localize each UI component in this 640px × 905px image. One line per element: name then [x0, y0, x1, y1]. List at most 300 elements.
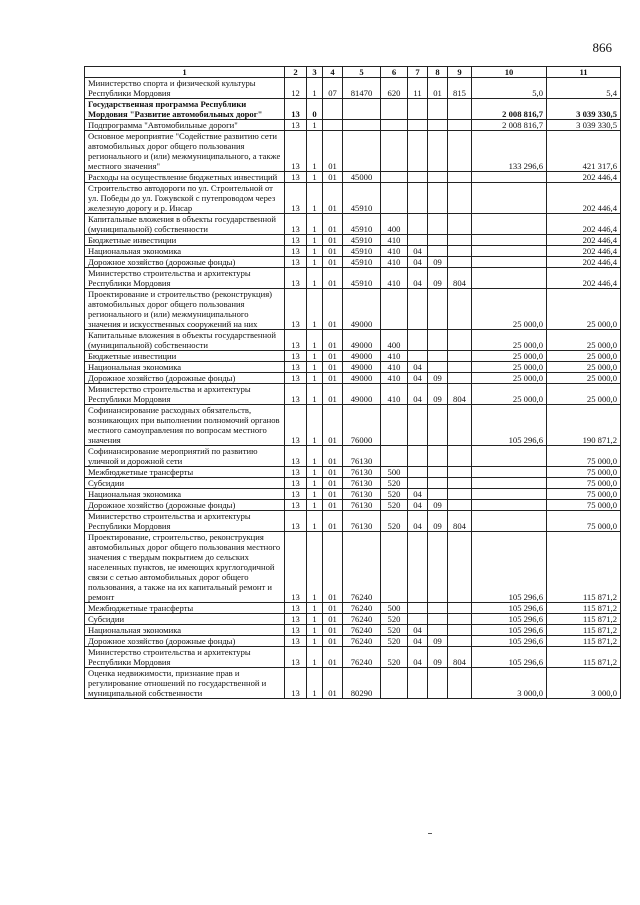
amount-col10: 105 296,6 [472, 603, 547, 614]
row-name: Национальная экономика [85, 362, 285, 373]
code-event: 01 [323, 268, 343, 289]
amount-col11: 115 871,2 [547, 614, 621, 625]
amount-col10 [472, 478, 547, 489]
code-program: 13 [285, 362, 307, 373]
code-expense-type [381, 183, 408, 214]
code-event: 01 [323, 647, 343, 668]
table-row [85, 268, 621, 289]
code-expense-type [381, 131, 408, 172]
code-section: 04 [408, 489, 428, 500]
code-program: 13 [285, 603, 307, 614]
amount-col10: 5,0 [472, 78, 547, 99]
code-ministry: 804 [448, 384, 472, 405]
row-name: Министерство строительства и архитектуры Республики Мордовия [85, 647, 285, 668]
code-program: 13 [285, 289, 307, 330]
code-subsection [428, 183, 448, 214]
amount-col11: 115 871,2 [547, 647, 621, 668]
code-program: 13 [285, 214, 307, 235]
column-header: 4 [323, 67, 343, 78]
code-expense-type: 410 [381, 257, 408, 268]
code-subprogram: 1 [307, 405, 323, 446]
code-direction: 76240 [343, 614, 381, 625]
code-direction: 76130 [343, 446, 381, 467]
code-event: 01 [323, 373, 343, 384]
code-program: 13 [285, 172, 307, 183]
amount-col10: 2 008 816,7 [472, 99, 547, 120]
code-event: 01 [323, 131, 343, 172]
code-direction: 45000 [343, 172, 381, 183]
code-ministry [448, 330, 472, 351]
code-section [408, 289, 428, 330]
amount-col10 [472, 172, 547, 183]
code-section [408, 532, 428, 603]
code-ministry: 815 [448, 78, 472, 99]
row-name: Национальная экономика [85, 489, 285, 500]
column-header: 11 [547, 67, 621, 78]
amount-col10: 25 000,0 [472, 373, 547, 384]
code-ministry [448, 532, 472, 603]
code-event: 01 [323, 489, 343, 500]
table-row [85, 257, 621, 268]
code-program: 13 [285, 532, 307, 603]
amount-col11: 202 446,4 [547, 246, 621, 257]
amount-col11: 75 000,0 [547, 500, 621, 511]
code-ministry [448, 131, 472, 172]
code-subprogram: 1 [307, 384, 323, 405]
code-expense-type: 520 [381, 625, 408, 636]
code-subsection [428, 246, 448, 257]
table-row [85, 625, 621, 636]
amount-col11: 75 000,0 [547, 446, 621, 467]
code-section [408, 235, 428, 246]
code-subsection [428, 467, 448, 478]
code-subprogram: 1 [307, 330, 323, 351]
code-ministry [448, 120, 472, 131]
code-section [408, 405, 428, 446]
code-program: 12 [285, 78, 307, 99]
amount-col10: 25 000,0 [472, 362, 547, 373]
amount-col10: 105 296,6 [472, 636, 547, 647]
table-row [85, 183, 621, 214]
code-ministry [448, 289, 472, 330]
code-ministry [448, 373, 472, 384]
table-row [85, 373, 621, 384]
amount-col10 [472, 257, 547, 268]
code-subsection: 09 [428, 647, 448, 668]
table-row [85, 235, 621, 246]
code-subprogram: 1 [307, 257, 323, 268]
code-direction [343, 120, 381, 131]
code-expense-type: 410 [381, 384, 408, 405]
code-expense-type [381, 668, 408, 699]
code-subprogram: 1 [307, 120, 323, 131]
code-expense-type: 410 [381, 235, 408, 246]
code-event: 01 [323, 614, 343, 625]
code-expense-type [381, 532, 408, 603]
code-subprogram: 1 [307, 131, 323, 172]
code-subsection [428, 625, 448, 636]
code-event: 01 [323, 405, 343, 446]
row-name: Дорожное хозяйство (дорожные фонды) [85, 257, 285, 268]
code-section: 04 [408, 268, 428, 289]
code-subprogram: 1 [307, 603, 323, 614]
code-expense-type: 410 [381, 351, 408, 362]
amount-col10 [472, 467, 547, 478]
table-row [85, 647, 621, 668]
amount-col10 [472, 246, 547, 257]
amount-col10 [472, 214, 547, 235]
code-expense-type: 400 [381, 330, 408, 351]
code-expense-type: 520 [381, 636, 408, 647]
code-program: 13 [285, 257, 307, 268]
table-row [85, 467, 621, 478]
code-program: 13 [285, 330, 307, 351]
code-program: 13 [285, 183, 307, 214]
amount-col11: 75 000,0 [547, 478, 621, 489]
code-section: 04 [408, 246, 428, 257]
amount-col11: 25 000,0 [547, 330, 621, 351]
amount-col11: 25 000,0 [547, 351, 621, 362]
amount-col11: 202 446,4 [547, 172, 621, 183]
code-subprogram: 1 [307, 668, 323, 699]
row-name: Основное мероприятие "Содействие развитию сети автомобильных дорог общего пользования регионального и (или) межмуниципального, а также местного значения" [85, 131, 285, 172]
code-direction: 76130 [343, 489, 381, 500]
table-header-row [85, 67, 621, 78]
code-section: 04 [408, 373, 428, 384]
code-expense-type [381, 172, 408, 183]
code-subsection [428, 489, 448, 500]
code-section: 04 [408, 625, 428, 636]
code-program: 13 [285, 625, 307, 636]
code-subprogram: 1 [307, 246, 323, 257]
code-ministry [448, 636, 472, 647]
amount-col11: 202 446,4 [547, 235, 621, 246]
code-section [408, 330, 428, 351]
code-subsection [428, 131, 448, 172]
amount-col10: 25 000,0 [472, 330, 547, 351]
page-number: 866 [592, 40, 612, 55]
table-row [85, 489, 621, 500]
code-program: 13 [285, 668, 307, 699]
row-name: Национальная экономика [85, 625, 285, 636]
code-ministry [448, 500, 472, 511]
table-row [85, 351, 621, 362]
table-row [85, 172, 621, 183]
code-section [408, 120, 428, 131]
amount-col10 [472, 268, 547, 289]
table-row [85, 405, 621, 446]
code-event: 01 [323, 668, 343, 699]
code-program: 13 [285, 500, 307, 511]
amount-col10: 105 296,6 [472, 647, 547, 668]
code-subsection [428, 351, 448, 362]
code-ministry [448, 478, 472, 489]
row-name: Министерство строительства и архитектуры Республики Мордовия [85, 384, 285, 405]
code-expense-type: 410 [381, 362, 408, 373]
code-expense-type: 520 [381, 500, 408, 511]
code-expense-type: 620 [381, 78, 408, 99]
table-row [85, 99, 621, 120]
code-direction [343, 131, 381, 172]
code-direction: 45910 [343, 235, 381, 246]
code-event: 01 [323, 362, 343, 373]
code-program: 13 [285, 235, 307, 246]
budget-table [84, 66, 621, 699]
code-direction: 76130 [343, 478, 381, 489]
column-header: 8 [428, 67, 448, 78]
amount-col10: 2 008 816,7 [472, 120, 547, 131]
code-section: 04 [408, 257, 428, 268]
code-ministry [448, 172, 472, 183]
code-expense-type: 520 [381, 478, 408, 489]
code-expense-type: 400 [381, 214, 408, 235]
row-name: Расходы на осуществление бюджетных инвестиций [85, 172, 285, 183]
code-ministry: 804 [448, 268, 472, 289]
code-event: 01 [323, 603, 343, 614]
row-name: Министерство спорта и физической культуры Республики Мордовия [85, 78, 285, 99]
code-subprogram: 1 [307, 511, 323, 532]
code-subprogram: 1 [307, 614, 323, 625]
code-ministry [448, 362, 472, 373]
amount-col10 [472, 235, 547, 246]
code-ministry [448, 446, 472, 467]
amount-col11: 202 446,4 [547, 268, 621, 289]
code-event: 01 [323, 235, 343, 246]
code-subprogram: 1 [307, 235, 323, 246]
code-event: 01 [323, 330, 343, 351]
code-ministry [448, 625, 472, 636]
code-event: 01 [323, 625, 343, 636]
code-section [408, 351, 428, 362]
code-subprogram: 1 [307, 351, 323, 362]
amount-col10: 105 296,6 [472, 625, 547, 636]
code-section [408, 131, 428, 172]
code-program: 13 [285, 636, 307, 647]
code-event: 01 [323, 532, 343, 603]
code-section: 04 [408, 500, 428, 511]
code-ministry: 804 [448, 511, 472, 532]
code-program: 13 [285, 614, 307, 625]
amount-col10 [472, 500, 547, 511]
code-subsection [428, 446, 448, 467]
code-program: 13 [285, 99, 307, 120]
code-subprogram: 0 [307, 99, 323, 120]
column-header: 3 [307, 67, 323, 78]
code-expense-type [381, 446, 408, 467]
amount-col10 [472, 446, 547, 467]
code-subsection: 09 [428, 373, 448, 384]
code-expense-type: 520 [381, 647, 408, 668]
amount-col10 [472, 489, 547, 500]
row-name: Субсидии [85, 478, 285, 489]
code-subprogram: 1 [307, 532, 323, 603]
code-expense-type: 500 [381, 467, 408, 478]
table-row [85, 636, 621, 647]
code-subsection [428, 362, 448, 373]
table-row [85, 246, 621, 257]
code-event [323, 120, 343, 131]
code-program: 13 [285, 384, 307, 405]
code-direction: 49000 [343, 289, 381, 330]
row-name: Бюджетные инвестиции [85, 235, 285, 246]
row-name: Дорожное хозяйство (дорожные фонды) [85, 636, 285, 647]
amount-col11: 3 039 330,5 [547, 99, 621, 120]
code-subsection [428, 214, 448, 235]
code-direction: 80290 [343, 668, 381, 699]
amount-col11: 202 446,4 [547, 257, 621, 268]
table-row [85, 384, 621, 405]
code-expense-type [381, 289, 408, 330]
code-direction: 45910 [343, 183, 381, 214]
table-row [85, 446, 621, 467]
code-program: 13 [285, 405, 307, 446]
code-subsection [428, 405, 448, 446]
scan-mark [428, 833, 432, 834]
amount-col10: 3 000,0 [472, 668, 547, 699]
code-subsection: 09 [428, 257, 448, 268]
code-direction: 81470 [343, 78, 381, 99]
amount-col11: 25 000,0 [547, 384, 621, 405]
code-direction: 76240 [343, 647, 381, 668]
code-subsection: 09 [428, 636, 448, 647]
row-name: Оценка недвижимости, признание прав и регулирование отношений по государственной и муниципальной собственности [85, 668, 285, 699]
table-row [85, 603, 621, 614]
code-subsection: 09 [428, 500, 448, 511]
row-name: Бюджетные инвестиции [85, 351, 285, 362]
code-ministry [448, 405, 472, 446]
code-program: 13 [285, 131, 307, 172]
amount-col11: 115 871,2 [547, 603, 621, 614]
code-subsection [428, 120, 448, 131]
code-program: 13 [285, 120, 307, 131]
code-subprogram: 1 [307, 183, 323, 214]
row-name: Капитальные вложения в объекты государственной (муниципальной) собственности [85, 214, 285, 235]
amount-col10: 105 296,6 [472, 532, 547, 603]
row-name: Капитальные вложения в объекты государственной (муниципальной) собственности [85, 330, 285, 351]
row-name: Дорожное хозяйство (дорожные фонды) [85, 373, 285, 384]
code-ministry: 804 [448, 647, 472, 668]
amount-col11: 115 871,2 [547, 532, 621, 603]
code-subsection [428, 478, 448, 489]
code-subprogram: 1 [307, 489, 323, 500]
code-event: 01 [323, 257, 343, 268]
code-section [408, 467, 428, 478]
code-program: 13 [285, 489, 307, 500]
code-subprogram: 1 [307, 636, 323, 647]
code-subsection: 09 [428, 384, 448, 405]
code-direction: 76240 [343, 603, 381, 614]
code-section: 04 [408, 647, 428, 668]
table-row [85, 532, 621, 603]
code-subsection [428, 614, 448, 625]
amount-col11: 202 446,4 [547, 183, 621, 214]
amount-col10: 133 296,6 [472, 131, 547, 172]
amount-col11: 190 871,2 [547, 405, 621, 446]
code-ministry [448, 183, 472, 214]
code-direction: 76240 [343, 532, 381, 603]
code-subsection: 01 [428, 78, 448, 99]
amount-col11: 3 000,0 [547, 668, 621, 699]
code-section [408, 446, 428, 467]
row-name: Строительство автодороги по ул. Строительной от ул. Победы до ул. Гожувской с путепроводом через железную дорогу и р. Инсар [85, 183, 285, 214]
code-expense-type: 410 [381, 268, 408, 289]
row-name: Субсидии [85, 614, 285, 625]
code-subprogram: 1 [307, 289, 323, 330]
code-subprogram: 1 [307, 478, 323, 489]
code-direction: 49000 [343, 351, 381, 362]
table-row [85, 478, 621, 489]
code-expense-type: 520 [381, 489, 408, 500]
code-section: 04 [408, 362, 428, 373]
amount-col11: 3 039 330,5 [547, 120, 621, 131]
code-ministry [448, 603, 472, 614]
code-section [408, 214, 428, 235]
column-header: 1 [85, 67, 285, 78]
row-name: Межбюджетные трансферты [85, 467, 285, 478]
table-row [85, 362, 621, 373]
row-name: Министерство строительства и архитектуры Республики Мордовия [85, 268, 285, 289]
row-name: Проектирование, строительство, реконструкция автомобильных дорог общего пользования местного значения с твердым покрытием до сельских населенных пунктов, не имеющих круглогодичной связи с сетью автомобильных дорог общего пользования, а также на их капитальный ремонт и ремонт [85, 532, 285, 603]
code-direction: 49000 [343, 384, 381, 405]
code-subsection: 09 [428, 268, 448, 289]
column-header: 10 [472, 67, 547, 78]
code-event: 01 [323, 214, 343, 235]
code-subprogram: 1 [307, 373, 323, 384]
code-program: 13 [285, 351, 307, 362]
code-program: 13 [285, 446, 307, 467]
amount-col10 [472, 511, 547, 532]
row-name: Министерство строительства и архитектуры Республики Мордовия [85, 511, 285, 532]
table-row [85, 289, 621, 330]
code-program: 13 [285, 373, 307, 384]
code-event: 01 [323, 172, 343, 183]
code-ministry [448, 235, 472, 246]
table-row [85, 668, 621, 699]
code-direction: 49000 [343, 330, 381, 351]
amount-col11: 202 446,4 [547, 214, 621, 235]
code-direction: 76000 [343, 405, 381, 446]
amount-col11: 115 871,2 [547, 625, 621, 636]
code-expense-type: 410 [381, 373, 408, 384]
amount-col11: 25 000,0 [547, 362, 621, 373]
code-expense-type: 520 [381, 614, 408, 625]
code-program: 13 [285, 268, 307, 289]
code-section [408, 603, 428, 614]
amount-col11: 5,4 [547, 78, 621, 99]
code-event: 01 [323, 636, 343, 647]
code-program: 13 [285, 467, 307, 478]
row-name: Национальная экономика [85, 246, 285, 257]
code-program: 13 [285, 511, 307, 532]
code-section: 04 [408, 636, 428, 647]
code-event: 01 [323, 511, 343, 532]
amount-col11: 25 000,0 [547, 373, 621, 384]
code-subprogram: 1 [307, 625, 323, 636]
row-name: Софинансирование расходных обязательств, возникающих при выполнении полномочий органов местного самоуправления по вопросам местного значения [85, 405, 285, 446]
amount-col10: 105 296,6 [472, 614, 547, 625]
code-direction: 45910 [343, 268, 381, 289]
code-direction: 49000 [343, 373, 381, 384]
code-event: 01 [323, 384, 343, 405]
amount-col11: 421 317,6 [547, 131, 621, 172]
amount-col10: 25 000,0 [472, 351, 547, 362]
code-ministry [448, 246, 472, 257]
amount-col10: 25 000,0 [472, 384, 547, 405]
column-header: 6 [381, 67, 408, 78]
code-section [408, 183, 428, 214]
column-header: 9 [448, 67, 472, 78]
code-subsection [428, 603, 448, 614]
